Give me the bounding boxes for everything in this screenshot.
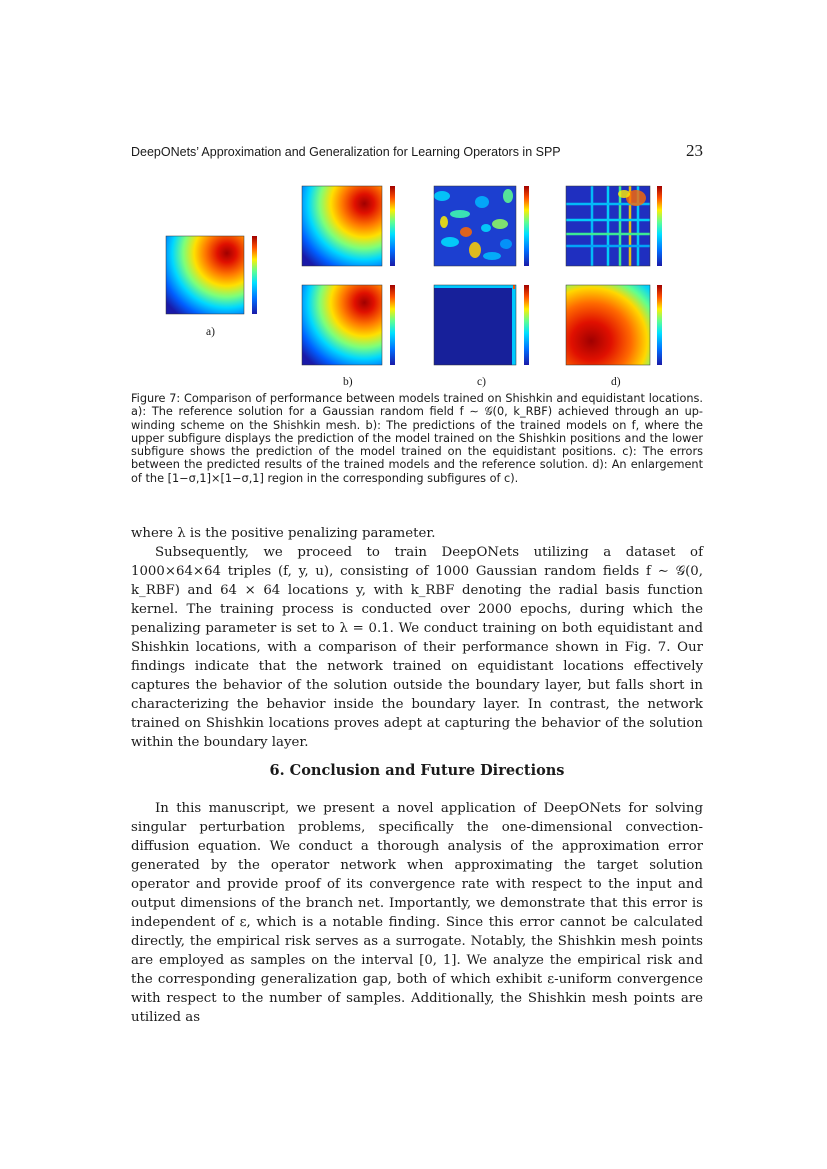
subfigure-a-label: a) <box>206 326 215 338</box>
paragraph-conclusion: In this manuscript, we present a novel application of DeepONets for solving singular perturbation problems, specifically the one-dimensional convection-diffusion equation. We conduct a thorough analysis of the approximation error generated by the operator network when approximating the target solution operator and provide proof of its convergence rate with respect to the input and output dimensions of the branch net. Importantly, we demonstrate that this error is independent of ε, which is a notable finding. Since this error cannot be calculated directly, the empirical risk serves as a surrogate. Notably, the Shishkin mesh points are employed as samples on the interval [0, 1]. We analyze the empirical risk and the corresponding generalization gap, both of which exhibit ε-uniform convergence with respect to the number of samples. Additionally, the Shishkin mesh points are utilized as <box>131 801 703 1025</box>
section-title: 6. Conclusion and Future Directions <box>269 762 565 779</box>
body-paragraph-3 <box>131 799 703 1027</box>
subfigure-a-plot <box>160 232 270 318</box>
subfigure-c-label: c) <box>477 376 486 388</box>
subfigure-d-top-plot <box>562 184 674 270</box>
subfigure-d-bottom-plot <box>562 283 674 369</box>
body-paragraph-2 <box>131 543 703 752</box>
subfigure-c-bottom-plot <box>430 283 542 369</box>
figure-caption <box>131 392 703 485</box>
subfigure-b-label: b) <box>343 376 353 388</box>
page-number: 23 <box>686 141 703 160</box>
paragraph-training: Subsequently, we proceed to train DeepONets utilizing a dataset of 1000×64×64 triples (f, y, u), consisting of 1000 Gaussian random fields f ∼ 𝒢(0, k_RBF) and 64 × 64 locations y, with k_RBF denoting the radial basis function kernel. The training process is conducted over 2000 epochs, during which the penalizing parameter is set to λ = 0.1. We conduct training on both equidistant and Shishkin locations, with a comparison of their performance shown in Fig. 7. Our findings indicate that the network trained on equidistant locations effectively captures the behavior of the solution outside the boundary layer, but falls short in characterizing the behavior inside the boundary layer. In contrast, the network trained on Shishkin locations proves adept at capturing the behavior of the solution within the boundary layer. <box>131 545 703 750</box>
subfigure-b-bottom-plot <box>296 283 408 369</box>
body-paragraph-1 <box>131 524 703 543</box>
subfigure-c-top-plot <box>430 184 542 270</box>
figure-7 <box>0 0 827 400</box>
paragraph-lambda: where λ is the positive penalizing parameter. <box>131 526 436 541</box>
subfigure-b-top-plot <box>296 184 408 270</box>
running-title: DeepONets’ Approximation and Generalization for Learning Operators in SPP <box>131 145 561 159</box>
figure-caption-text: Figure 7: Comparison of performance between models trained on Shishkin and equidistant locations. a): The reference solution for a Gaussian random field f ∼ 𝒢(0, k_RBF) achieved through an up-winding scheme on the Shishkin mesh. b): The predictions of the trained models on f, where the upper subfigure displays the prediction of the model trained on the Shishkin positions and the lower subfigure shows the prediction of the model trained on the equidistant positions. c): The errors between the predicted results of the trained models and the reference solution. d): An enlargement of the [1−σ,1]×[1−σ,1] region in the corresponding subfigures of c). <box>131 392 703 485</box>
subfigure-d-label: d) <box>611 376 621 388</box>
